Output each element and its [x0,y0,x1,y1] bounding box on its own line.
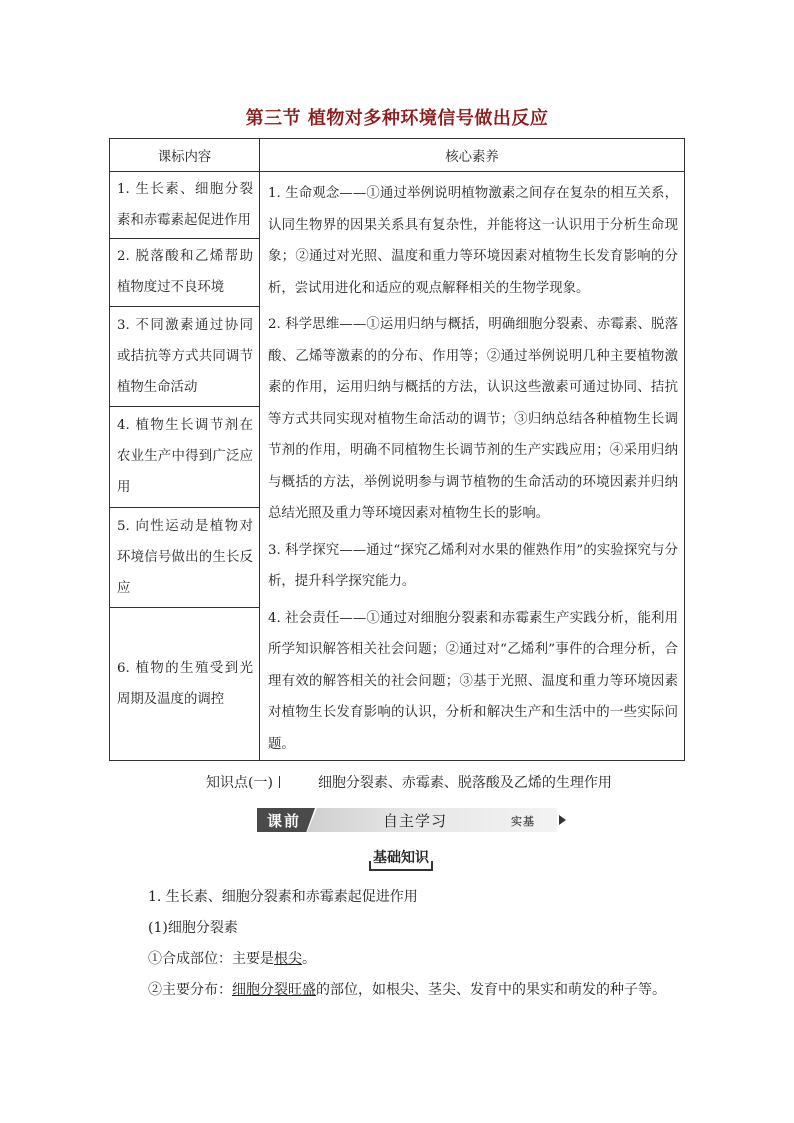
core-literacy-cell [260,172,685,761]
item2-answer: 细胞分裂旺盛 [232,982,316,998]
literacy-section-4: 4. 社会责任——①通过对细胞分裂素和赤霉素生产实践分析，能利用所学知识解答相关社会问题；②通过对“乙烯利”事件的合理分析，合理有效的解答相关的社会问题；③基于光照、温度和重力等环境因素对植物生长发育影响的认识，分析和解决生产和生活中的一些实际问题。 [268,610,678,752]
arrow-right-icon [559,815,566,825]
banner-title: 自主学习 [383,812,448,830]
item-synthesis-site [148,948,316,968]
page-title: 第三节 植物对多种环境信号做出反应 [245,108,549,129]
divider [279,776,280,788]
knowledge-point-label: 知识点(一) [206,775,273,791]
literacy-section-2: 2. 科学思维——①运用归纳与概括，明确细胞分裂素、赤霉素、脱落酸、乙烯等激素的的分布、作用等；②通过举例说明几种主要植物激素的作用，运用归纳与概括的方法，认识这些激素可通过协同、拮抗等方式共同实现对植物生命活动的调节；③归纳总结各种植物生长调节剂的作用，明确不同植物生长调节剂的生产实践应用；④采用归纳与概括的方法，举例说明参与调节植物的生命活动的环境因素并归纳总结光照及重力等环境因素对植物生长的影响。 [268,317,678,521]
item2-prefix: ②主要分布： [148,982,232,998]
curriculum-table [109,138,685,761]
basic-knowledge-heading [369,847,433,871]
banner-side-label: 实基 [511,815,535,828]
item-distribution [148,979,666,999]
curriculum-item-1: 1. 生长素、细胞分裂素和赤霉素起促进作用 [110,172,260,239]
banner-tag: 课前 [267,812,302,830]
bracket-right [431,861,433,871]
curriculum-item-6: 6. 植物的生殖受到光周期及温度的调控 [110,608,260,761]
item2-suffix: 的部位，如根尖、茎尖、发育中的果实和萌发的种子等。 [316,982,666,998]
subheading-cytokinin: (1)细胞分裂素 [148,920,238,936]
literacy-section-3: 3. 科学探究——通过“探究乙烯利对水果的催熟作用”的实验探究与分析，提升科学探究能力。 [268,542,678,589]
item1-answer: 根尖 [274,951,302,967]
section-banner [257,808,569,832]
curriculum-item-2: 2. 脱落酸和乙烯帮助植物度过不良环境 [110,239,260,306]
curriculum-item-5: 5. 向性运动是植物对环境信号做出的生长反应 [110,507,260,608]
curriculum-item-4: 4. 植物生长调节剂在农业生产中得到广泛应用 [110,407,260,507]
bracket-left [369,861,371,871]
item1-suffix: 。 [302,951,316,967]
table-header-curriculum: 课标内容 [110,139,260,172]
literacy-section-1: 1. 生命观念——①通过举例说明植物激素之间存在复杂的相互关系，认同生物界的因果关系具有复杂性，并能将这一认识用于分析生命现象；②通过对光照、温度和重力等环境因素对植物生长发育影响的分析，尝试用进化和适应的观点解释相关的生物学现象。 [268,186,678,296]
knowledge-point-heading [206,772,612,792]
item1-prefix: ①合成部位：主要是 [148,951,274,967]
table-header-core-literacy: 核心素养 [260,139,685,172]
basic-knowledge-label: 基础知识 [373,850,429,866]
curriculum-item-3: 3. 不同激素通过协同或拮抗等方式共同调节植物生命活动 [110,306,260,406]
knowledge-point-topic: 细胞分裂素、赤霉素、脱落酸及乙烯的生理作用 [317,775,612,791]
heading-1: 1. 生长素、细胞分裂素和赤霉素起促进作用 [148,889,418,905]
